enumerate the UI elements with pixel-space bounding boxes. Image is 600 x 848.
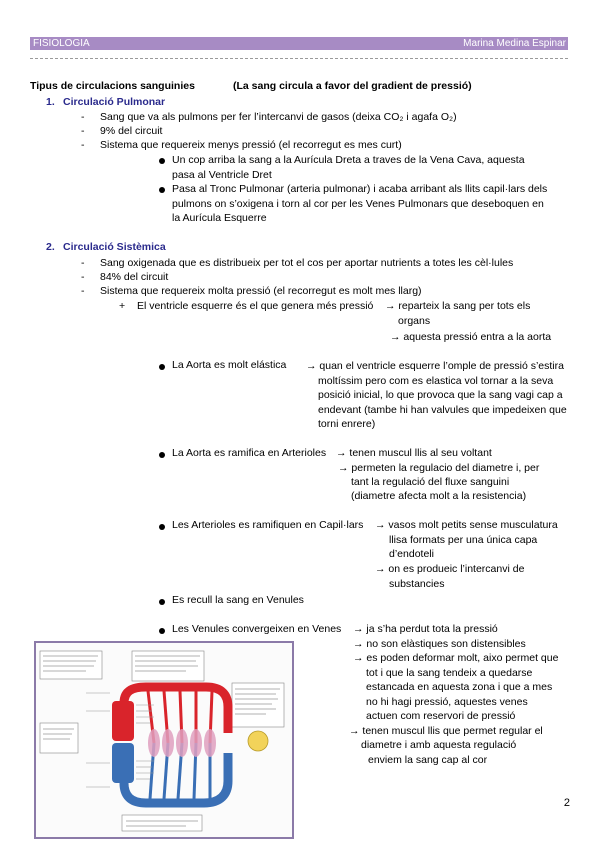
dash-mark: - xyxy=(81,285,85,297)
page-header-bar xyxy=(30,37,568,50)
arterioles-lead: La Aorta es ramifica en Arterioles xyxy=(172,447,327,459)
bullet-paragraph: Un cop arriba la sang a la Aurícula Dreta a traves de la Vena Cava, aquesta pasa al Ventricle Dret xyxy=(172,154,525,181)
section-heading-pulmonar: 1. Circulació Pulmonar xyxy=(46,96,166,108)
venes-line: actuen com reservori de pressió xyxy=(366,710,516,722)
venes-line: estancada en aquesta zona i que a mes xyxy=(366,681,553,693)
venes-line: → no son elàstiques son distensibles xyxy=(353,638,526,650)
dash-mark: - xyxy=(81,257,85,269)
dash-mark: - xyxy=(81,111,85,123)
bullet-icon xyxy=(159,628,165,634)
list-item: Sang que va als pulmons per fer l’intercanvi de gasos (deixa CO₂ i agafa O₂) xyxy=(100,111,457,123)
bullet-icon xyxy=(159,524,165,530)
plus-bullet-icon: + xyxy=(119,300,126,312)
venes-line: no hi hagi pressió, aquestes venes xyxy=(366,696,528,708)
page-subtitle: (La sang circula a favor del gradient de pressió) xyxy=(233,80,472,92)
dash-mark: - xyxy=(81,139,85,151)
venes-line: diametre i amb aquesta regulació xyxy=(361,739,517,751)
bullet-paragraph: Pasa al Tronc Pulmonar (arteria pulmonar) i acaba arribant als llits capil·lars dels pulmons on s’oxigena i torn al cor per les Venes Pulmonars que deseboquen en la Aurícula Esquerre xyxy=(172,183,548,224)
header-subject: FISIOLOGIA xyxy=(33,38,90,49)
aorta-lead: La Aorta es molt elástica xyxy=(172,359,287,371)
capillars-lead: Les Arterioles es ramifiquen en Capil·lars xyxy=(172,519,364,531)
list-item: Sistema que requereix menys pressió (el recorregut es mes curt) xyxy=(100,139,402,151)
list-item: Sang oxigenada que es distribueix per tot el cos per aportar nutrients a totes les cèl·lules xyxy=(100,257,514,269)
venes-line: → es poden deformar molt, aixo permet que xyxy=(353,652,559,664)
header-author: Marina Medina Espinar xyxy=(463,38,566,49)
bullet-icon xyxy=(159,452,165,458)
venes-line: enviem la sang cap al cor xyxy=(368,754,488,766)
arterioles-line: → permeten la regulacio del diametre i, per xyxy=(338,462,540,474)
arterioles-line: (diametre afecta molt a la resistencia) xyxy=(351,490,527,502)
page-title: Tipus de circulacions sanguinies xyxy=(30,80,195,92)
header-divider xyxy=(30,58,568,59)
section-heading-sistemica: 2. Circulació Sistèmica xyxy=(46,241,166,253)
plus-item-text: El ventricle esquerre és el que genera més pressió xyxy=(137,300,374,312)
bullet-icon xyxy=(159,364,165,370)
plus-item-arrow: → reparteix la sang per tots els xyxy=(385,300,531,312)
list-item: Sistema que requereix molta pressió (el recorregut es molt mes llarg) xyxy=(100,285,422,297)
aorta-description: → quan el ventricle esquerre l’omple de pressió s’estira moltíssim pero com es elastica vol tornar a la seva posició inicial, lo que provoca que la sang vagi cap a endevant (tambe hi han valvules que impedeixen que torni enrere) xyxy=(306,360,567,430)
arterioles-line: → tenen muscul llis al seu voltant xyxy=(336,447,492,459)
capillars-line: substancies xyxy=(389,578,445,590)
venes-lead: Les Venules convergeixen en Venes xyxy=(172,623,342,635)
venes-line: → tenen muscul llis que permet regular el xyxy=(349,725,543,737)
plus-item-arrow-cont: organs xyxy=(398,315,431,327)
plus-item-arrow: → aquesta pressió entra a la aorta xyxy=(390,331,552,343)
arterioles-line: tant la regulació del fluxe sanguini xyxy=(351,476,510,488)
dash-mark: - xyxy=(81,125,85,137)
list-item: 9% del circuit xyxy=(100,125,163,137)
capillars-line: → on es produeic l’intercanvi de xyxy=(375,563,525,575)
circulation-diagram-image xyxy=(36,643,292,837)
bullet-icon xyxy=(159,158,165,164)
circulation-diagram xyxy=(34,641,294,839)
page-number: 2 xyxy=(563,797,570,809)
bullet-icon xyxy=(159,599,165,605)
bullet-icon xyxy=(159,187,165,193)
venes-line: tot i que la sang tendeix a quedarse xyxy=(366,667,533,679)
venes-line: → ja s’ha perdut tota la pressió xyxy=(353,623,498,635)
venules-text: Es recull la sang en Venules xyxy=(172,594,304,606)
capillars-line: llisa formats per una única capa xyxy=(389,534,538,546)
dash-mark: - xyxy=(81,271,85,283)
list-item: 84% del circuit xyxy=(100,271,169,283)
capillars-line: → vasos molt petits sense musculatura xyxy=(375,519,558,531)
capillars-line: d’endoteli xyxy=(389,548,434,560)
